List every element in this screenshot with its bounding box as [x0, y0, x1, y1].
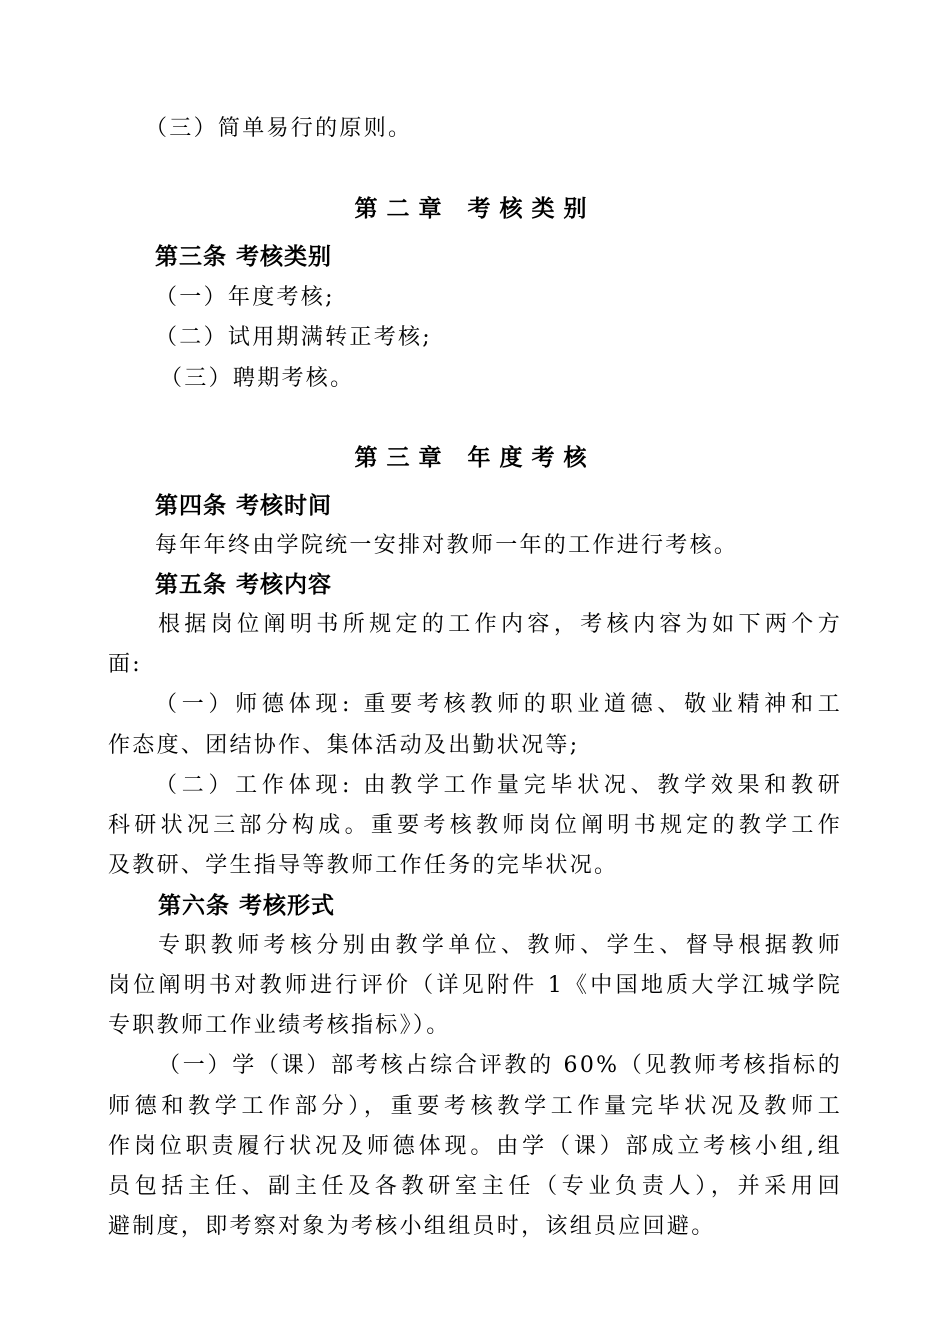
article-4-body: 每年年终由学院统一安排对教师一年的工作进行考核。 — [155, 533, 739, 558]
article-5-body-line-1: 根据岗位阐明书所规定的工作内容，考核内容为如下两个方 — [158, 612, 842, 637]
article-6-body-line-2: 岗位阐明书对教师进行评价（详见附件 1《中国地质大学江城学院 — [108, 973, 842, 998]
chapter-3-heading: 第三章 年度考核 — [354, 444, 596, 471]
form-item-1-line-4: 员包括主任、副主任及各教研室主任（专业负责人），并采用回 — [108, 1174, 842, 1199]
form-item-1-line-2: 师德和教学工作部分），重要考核教学工作量完毕状况及教师工 — [108, 1094, 842, 1119]
article-6-body-line-1: 专职教师考核分别由教学单位、教师、学生、督导根据教师 — [158, 933, 842, 958]
content-item-2-line-1: （二）工作体现: 由教学工作量完毕状况、教学效果和教研 — [155, 773, 842, 798]
form-item-1-line-1: （一）学（课）部考核占综合评教的 60%（见教师考核指标的 — [158, 1053, 842, 1078]
category-item-1: （一）年度考核; — [155, 285, 335, 310]
article-5-heading: 第五条 考核内容 — [155, 571, 333, 598]
article-6-heading: 第六条 考核形式 — [158, 892, 336, 919]
content-item-2-line-2: 科研状况三部分构成。重要考核教师岗位阐明书规定的教学工作 — [108, 813, 842, 838]
article-4-heading: 第四条 考核时间 — [155, 492, 333, 519]
form-item-1-line-3: 作岗位职责履行状况及师德体现。由学（课）部成立考核小组,组 — [108, 1134, 842, 1159]
category-item-3: （三）聘期考核。 — [160, 366, 355, 391]
form-item-1-line-5: 避制度，即考察对象为考核小组组员时，该组员应回避。 — [108, 1214, 716, 1239]
article-3-heading: 第三条 考核类别 — [155, 243, 333, 270]
content-item-2-line-3: 及教研、学生指导等教师工作任务的完毕状况。 — [108, 853, 619, 878]
content-item-1-line-2: 作态度、团结协作、集体活动及出勤状况等; — [108, 733, 580, 758]
category-item-2: （二）试用期满转正考核; — [155, 325, 433, 350]
chapter-2-heading: 第二章 考核类别 — [354, 195, 596, 222]
content-item-1-line-1: （一）师德体现: 重要考核教师的职业道德、敬业精神和工 — [155, 692, 842, 717]
article-6-body-line-3: 专职教师工作业绩考核指标》）。 — [108, 1013, 451, 1038]
principle-item-3: （三）简单易行的原则。 — [145, 116, 413, 141]
article-5-body-line-2: 面: — [108, 652, 143, 677]
